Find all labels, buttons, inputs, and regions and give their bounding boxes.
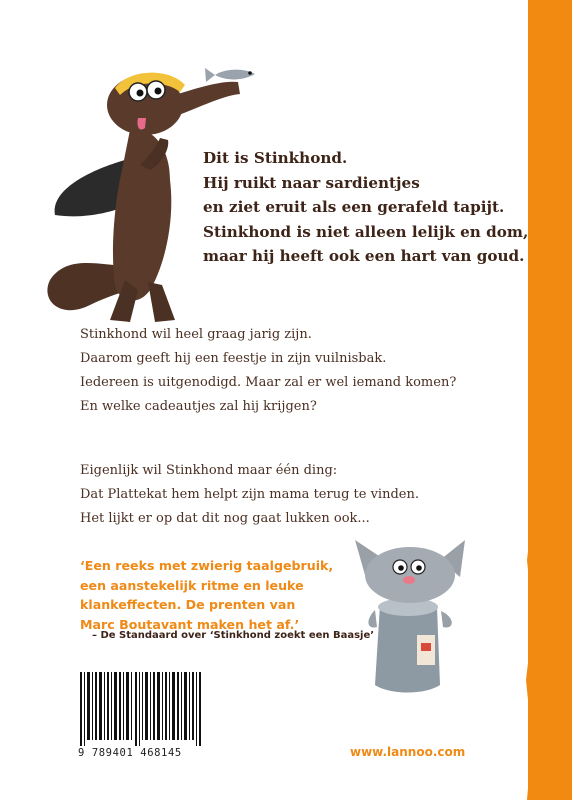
review-quote [80,556,380,634]
paragraph-line: Dat Plattekat hem helpt zijn mama terug te vinden. [80,487,419,502]
website-link[interactable]: www.lannoo.com [350,745,466,759]
intro-line: en ziet eruit als een gerafeld tapijt. [203,198,505,216]
paragraph-line: En welke cadeautjes zal hij krijgen? [80,399,317,414]
quote-line: ‘Een reeks met zwierig taalgebruik, [80,558,334,573]
quote-source: – De Standaard over ‘Stinkhond zoekt een Baasje’ [92,630,375,641]
intro-text [203,146,533,269]
paragraph-one [80,323,520,419]
paragraph-line: Stinkhond wil heel graag jarig zijn. [80,327,312,342]
paragraph-line: Iedereen is uitgenodigd. Maar zal er wel iemand komen? [80,375,457,390]
paragraph-line: Eigenlijk wil Stinkhond maar één ding: [80,463,338,478]
paragraph-line: Het lijkt er op dat dit nog gaat lukken ook... [80,511,370,526]
intro-line: Dit is Stinkhond. [203,149,348,167]
barcode-number: 9 789401 468145 [78,747,182,759]
quote-line: Marc Boutavant maken het af.’ [80,616,300,632]
intro-line: Hij ruikt naar sardientjes [203,173,420,192]
plattekat-illustration [345,535,475,700]
intro-line: maar hij heeft ook een hart van goud. [203,247,525,265]
paragraph-two [80,459,520,531]
quote-line: klankeffecten. De prenten van [80,597,296,612]
quote-line: een aanstekelijk ritme en leuke [80,577,304,593]
paragraph-line: Daarom geeft hij een feestje in zijn vuilnisbak. [80,351,387,366]
intro-line: Stinkhond is niet alleen lelijk en dom, [203,222,529,241]
barcode-bars [78,672,210,746]
